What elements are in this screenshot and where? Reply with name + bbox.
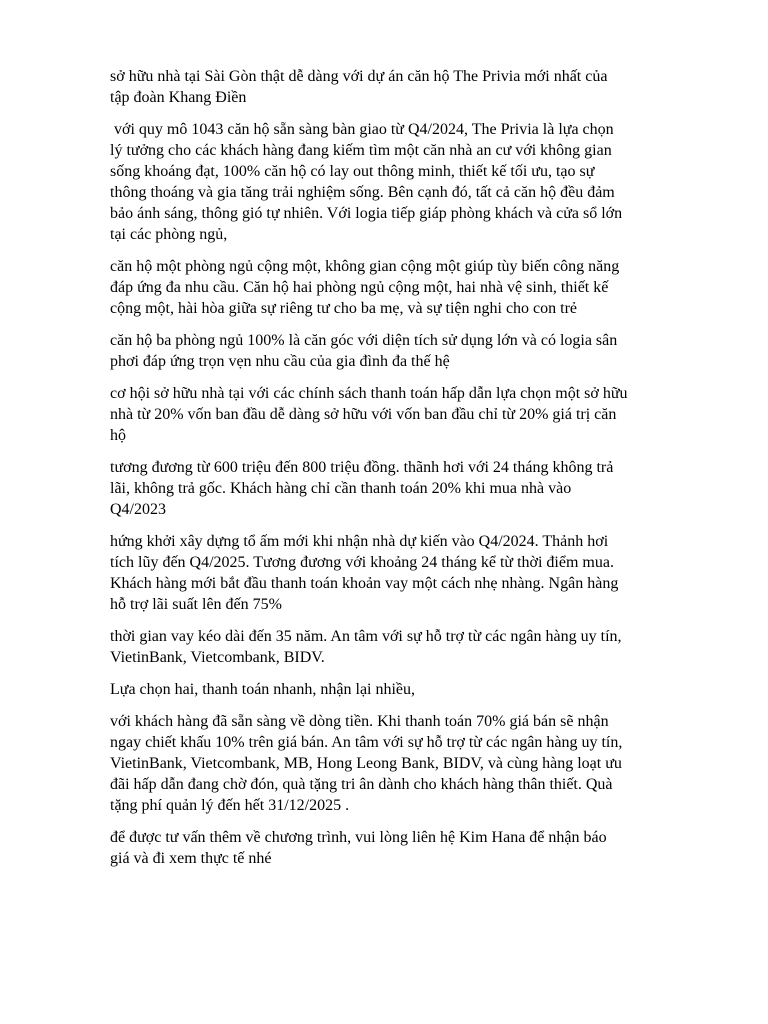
paragraph-line: cộng một, hài hòa giữa sự riêng tư cho ba mẹ, và sự tiện nghi cho con trẻ [110, 300, 578, 317]
paragraph-6 [110, 457, 700, 520]
paragraph-line: sống khoáng đạt, 100% căn hộ có lay out thông minh, thiết kế tối ưu, tạo sự [110, 163, 595, 180]
paragraph-line: Khách hàng mới bắt đầu thanh toán khoản vay một cách nhẹ nhàng. Ngân hàng [110, 575, 619, 592]
paragraph-line: nhà từ 20% vốn ban đầu dễ dàng sở hữu với vốn ban đầu chỉ từ 20% giá trị căn [110, 406, 617, 423]
paragraph-line: phơi đáp ứng trọn vẹn nhu cầu của gia đình đa thế hệ [110, 353, 450, 370]
paragraph-line: thời gian vay kéo dài đến 35 năm. An tâm với sự hỗ trợ từ các ngân hàng uy tín, [110, 628, 622, 645]
paragraph-line: lãi, không trả gốc. Khách hàng chỉ cần thanh toán 20% khi mua nhà vào [110, 480, 572, 497]
paragraph-line: lý tưởng cho các khách hàng đang kiếm tìm một căn nhà an cư với không gian [110, 142, 612, 159]
paragraph-line: VietinBank, Vietcombank, MB, Hong Leong Bank, BIDV, và cùng hàng loạt ưu [110, 755, 622, 772]
paragraph-11 [110, 827, 700, 869]
paragraph-line: đáp ứng đa nhu cầu. Căn hộ hai phòng ngủ cộng một, hai nhà vệ sinh, thiết kế [110, 279, 609, 296]
paragraph-line: căn hộ ba phòng ngủ 100% là căn góc với diện tích sử dụng lớn và có logia sân [110, 332, 618, 349]
paragraph-10 [110, 711, 700, 816]
paragraph-line: Lựa chọn hai, thanh toán nhanh, nhận lại nhiều, [110, 681, 416, 698]
paragraph-line: đãi hấp dẫn đang chờ đón, quà tặng tri ân dành cho khách hàng thân thiết. Quà [110, 776, 613, 793]
paragraph-1 [110, 66, 700, 108]
paragraph-line: Q4/2023 [110, 501, 166, 518]
paragraph-line: hộ [110, 427, 126, 444]
paragraph-line: sở hữu nhà tại Sài Gòn thật dễ dàng với dự án căn hộ The Privia mới nhất của [110, 68, 608, 85]
document-body [110, 66, 700, 880]
paragraph-line: cơ hội sở hữu nhà tại với các chính sách thanh toán hấp dẫn lựa chọn một sở hữu [110, 385, 628, 402]
paragraph-line: tặng phí quản lý đến hết 31/12/2025 . [110, 797, 350, 814]
paragraph-line: ngay chiết khấu 10% trên giá bán. An tâm với sự hỗ trợ từ các ngân hàng uy tín, [110, 734, 623, 751]
paragraph-line: với khách hàng đã sẵn sàng về dòng tiền. Khi thanh toán 70% giá bán sẽ nhận [110, 713, 609, 730]
paragraph-line: tập đoàn Khang Điền [110, 89, 247, 106]
paragraph-3 [110, 256, 700, 319]
paragraph-4 [110, 330, 700, 372]
paragraph-line: tương đương từ 600 triệu đến 800 triệu đồng. thãnh hơi với 24 tháng không trả [110, 459, 614, 476]
paragraph-5 [110, 383, 700, 446]
paragraph-line: tại các phòng ngủ, [110, 226, 228, 243]
paragraph-2 [110, 119, 700, 245]
paragraph-9 [110, 679, 700, 700]
paragraph-line: hứng khởi xây dựng tổ ấm mới khi nhận nhà dự kiến vào Q4/2024. Thảnh hơi [110, 533, 609, 550]
paragraph-line: tích lũy đến Q4/2025. Tương đương với khoảng 24 tháng kể từ thời điểm mua. [110, 554, 614, 571]
paragraph-7 [110, 531, 700, 615]
paragraph-line: hỗ trợ lãi suất lên đến 75% [110, 596, 282, 613]
paragraph-line: với quy mô 1043 căn hộ sẵn sàng bàn giao từ Q4/2024, The Privia là lựa chọn [110, 121, 614, 138]
paragraph-line: VietinBank, Vietcombank, BIDV. [110, 649, 325, 666]
paragraph-line: thông thoáng và gia tăng trải nghiệm sống. Bên cạnh đó, tất cả căn hộ đều đảm [110, 184, 615, 201]
paragraph-line: giá và đi xem thực tế nhé [110, 850, 272, 867]
paragraph-8 [110, 626, 700, 668]
paragraph-line: để được tư vấn thêm về chương trình, vui lòng liên hệ Kim Hana để nhận báo [110, 829, 607, 846]
paragraph-line: căn hộ một phòng ngủ cộng một, không gian cộng một giúp tùy biến công năng [110, 258, 620, 275]
paragraph-line: bảo ánh sáng, thông gió tự nhiên. Với logia tiếp giáp phòng khách và cửa sổ lớn [110, 205, 623, 222]
